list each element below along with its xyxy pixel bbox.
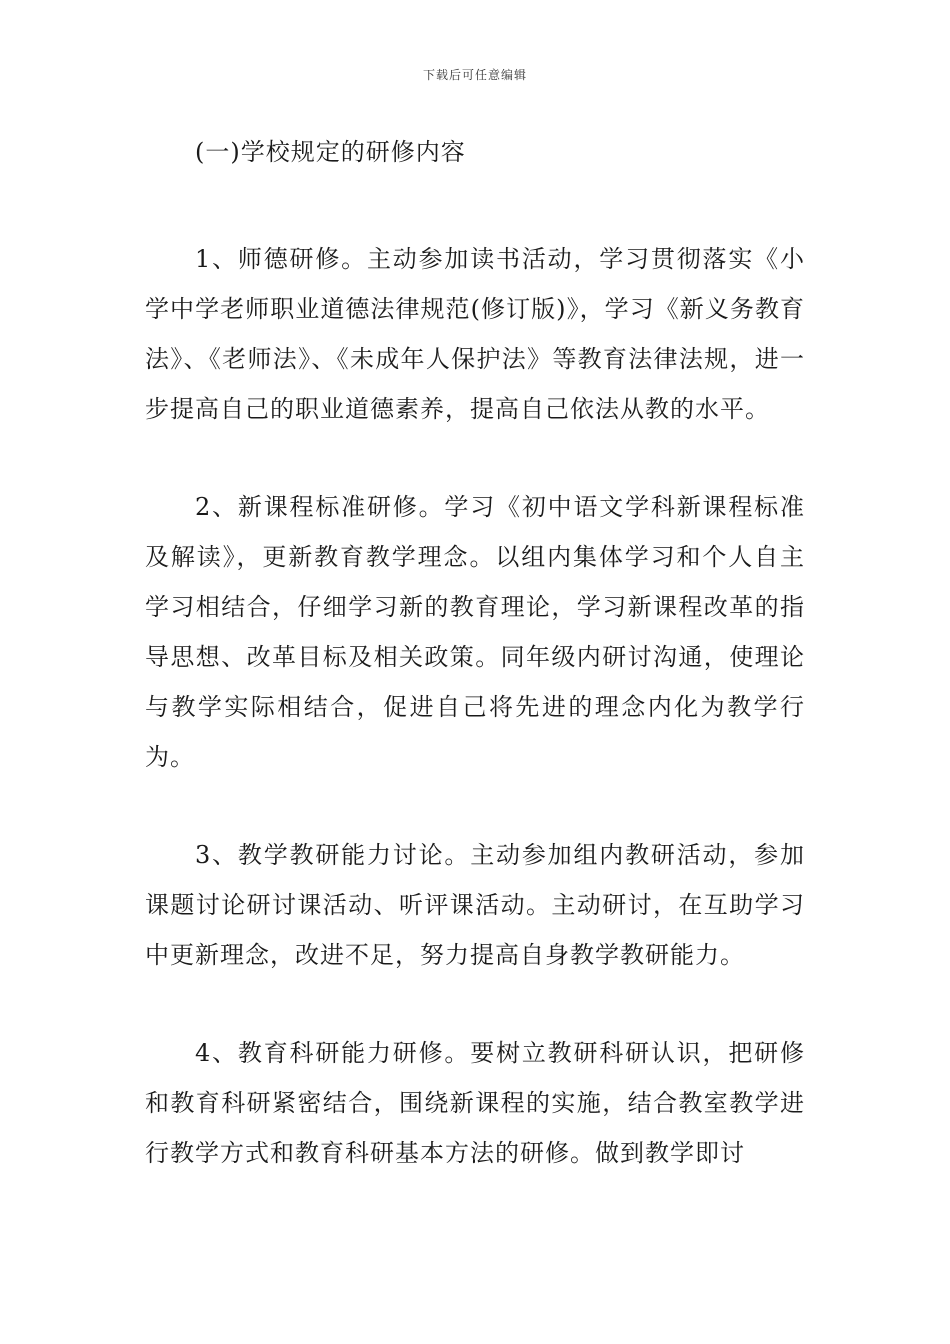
paragraph-3: 3、教学教研能力讨论。主动参加组内教研活动，参加课题讨论研讨课活动、听评课活动。主动研讨，在互助学习中更新理念，改进不足，努力提高自身教学教研能力。 <box>145 841 805 969</box>
header-note: 下载后可任意编辑 <box>422 68 527 82</box>
paragraph-2: 2、新课程标准研修。学习《初中语文学科新课程标准及解读》，更新教育教学理念。以组内集体学习和个人自主学习相结合，仔细学习新的教育理论，学习新课程改革的指导思想、改革目标及相关政策。同年级内研讨沟通，使理论与教学实际相结合，促进自己将先进的理念内化为教学行为。 <box>145 493 805 771</box>
spacer <box>145 980 805 1028</box>
document-body <box>145 128 805 1178</box>
section-title: (一)学校规定的研修内容 <box>195 138 466 166</box>
paragraph-4: 4、教育科研能力研修。要树立教研科研认识，把研修和教育科研紧密结合，围绕新课程的实施，结合教室教学进行教学方式和教育科研基本方法的研修。做到教学即讨 <box>145 1039 805 1167</box>
spacer <box>145 434 805 482</box>
spacer <box>145 176 805 234</box>
paragraph-1: 1、师德研修。主动参加读书活动，学习贯彻落实《小学中学老师职业道德法律规范(修订版)》，学习《新义务教育法》、《老师法》、《未成年人保护法》等教育法律法规，进一步提高自己的职业道德素养，提高自己依法从教的水平。 <box>145 245 805 423</box>
spacer <box>145 782 805 830</box>
